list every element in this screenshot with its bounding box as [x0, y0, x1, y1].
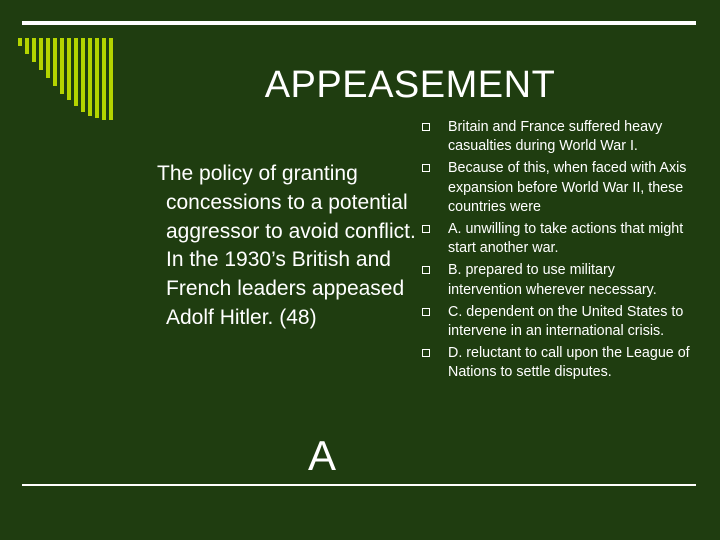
list-item — [420, 159, 690, 217]
list-item — [420, 344, 690, 382]
decorative-stripes — [18, 34, 118, 120]
list-item-text: C. dependent on the United States to intervene in an international crisis. — [448, 303, 684, 340]
slide-title: APPEASEMENT — [264, 64, 556, 106]
square-bullet-icon — [422, 164, 430, 172]
square-bullet-icon — [422, 123, 430, 131]
list-item-text: Because of this, when faced with Axis expansion before World War II, these countries were — [448, 160, 687, 215]
square-bullet-icon — [422, 266, 430, 274]
top-rule — [22, 21, 696, 25]
answer-letter: A — [308, 432, 337, 479]
square-bullet-icon — [422, 308, 430, 316]
list-item — [420, 261, 690, 299]
list-item — [420, 303, 690, 341]
list-item-text: D. reluctant to call upon the League of Nations to settle disputes. — [448, 345, 690, 381]
square-bullet-icon — [422, 225, 430, 233]
question-list — [420, 118, 690, 386]
square-bullet-icon — [422, 349, 430, 357]
list-item-text: A. unwilling to take actions that might start another war. — [448, 221, 684, 257]
list-item-text: B. prepared to use military intervention wherever necessary. — [448, 262, 657, 298]
list-item — [420, 118, 690, 156]
bottom-rule — [22, 484, 696, 486]
list-item — [420, 220, 690, 258]
list-item-text: Britain and France suffered heavy casualties during World War I. — [448, 119, 663, 155]
definition-text: The policy of granting concessions to a potential aggressor to avoid conflict. In the 1930’s British and French leaders appeased Adolf Hitler. (48) — [157, 162, 416, 329]
